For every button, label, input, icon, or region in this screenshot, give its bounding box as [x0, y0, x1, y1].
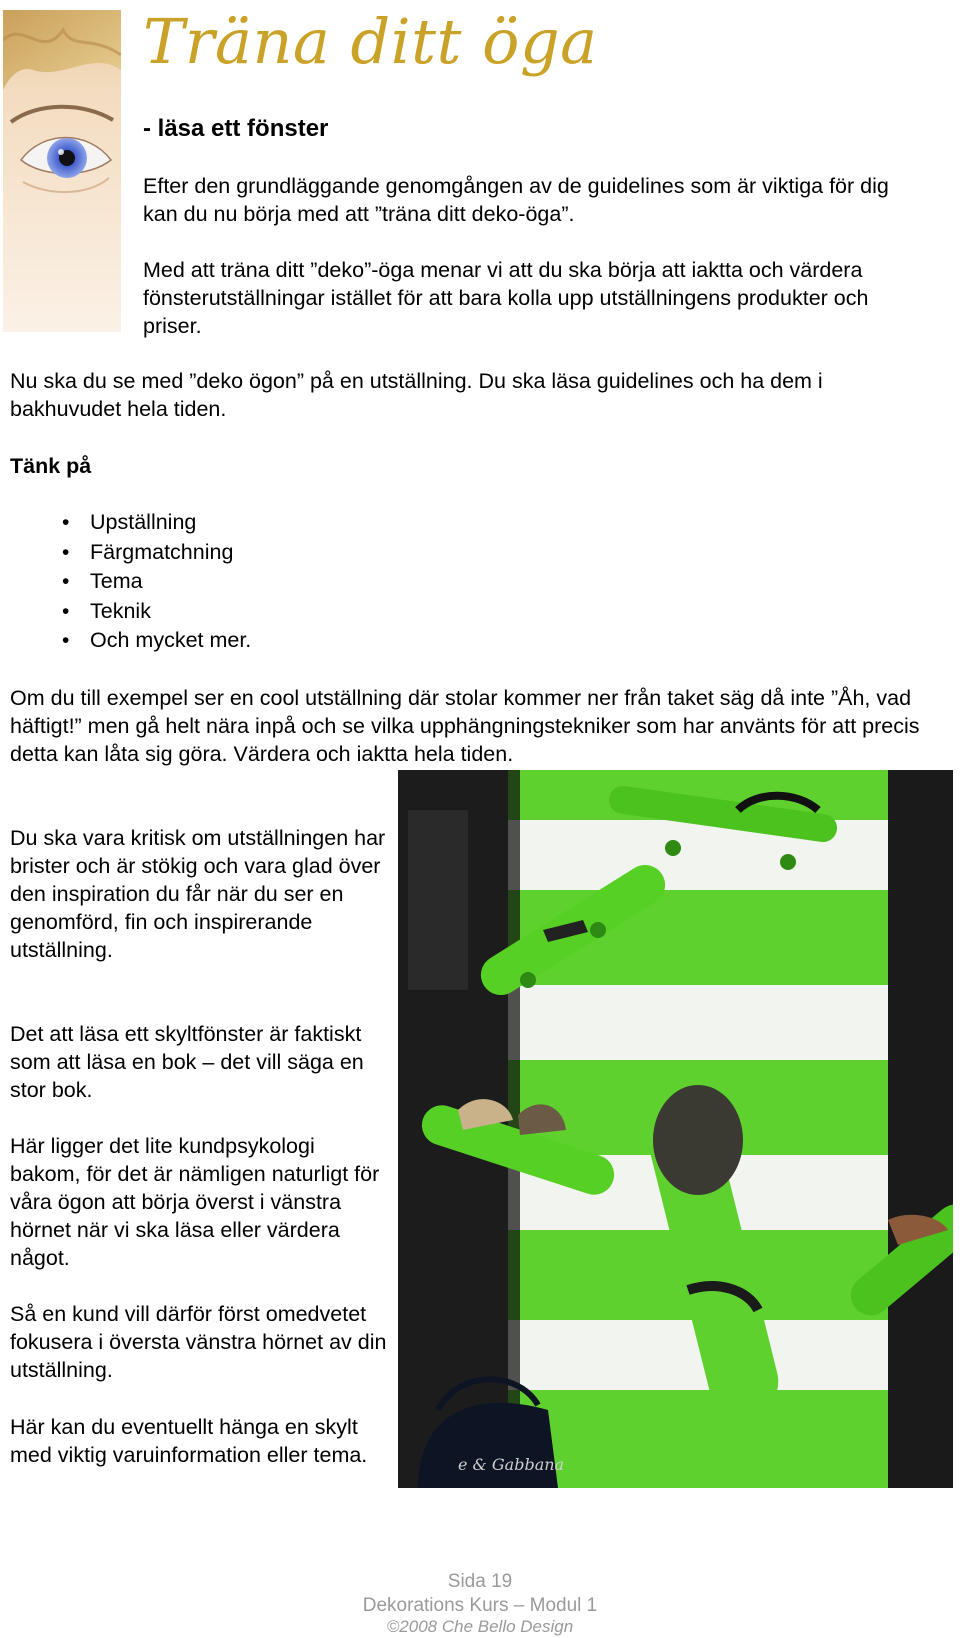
eye-illustration	[3, 10, 121, 332]
intro-paragraph-3: Nu ska du se med ”deko ögon” på en utställning. Du ska läsa guidelines och ha dem i bakhuvudet hela tiden.	[10, 369, 823, 421]
bullet-icon: •	[62, 540, 70, 564]
page-number: Sida 19	[447, 1571, 513, 1592]
book-paragraph: Det att läsa ett skyltfönster är faktiskt som att läsa en bok – det vill säga en stor bok.	[10, 1022, 364, 1102]
intro-paragraph-2: Med att träna ditt ”deko”-öga menar vi att du ska börja att iaktta och värdera fönsterutställningar istället för att bara kolla upp utställningens produkter och priser.	[143, 258, 869, 338]
copyright: ©2008 Che Bello Design	[386, 1617, 574, 1636]
course-name: Dekorations Kurs – Modul 1	[362, 1595, 598, 1616]
customer-paragraph: Så en kund vill därför först omedvetet fokusera i översta vänstra hörnet av din utställning.	[10, 1302, 387, 1382]
page-title: Träna ditt öga	[143, 5, 598, 78]
list-item: • Teknik	[0, 597, 251, 627]
sign-paragraph: Här kan du eventuellt hänga en skylt med viktig varuinformation eller tema.	[10, 1415, 368, 1467]
think-heading: Tänk på	[10, 454, 92, 478]
list-item: • Och mycket mer.	[0, 626, 251, 656]
psychology-paragraph: Här ligger det lite kundpsykologi bakom, för det är nämligen naturligt för våra ögon att börja överst i vänstra hörnet när vi ska läsa eller värdera något.	[10, 1134, 380, 1270]
shop-window-photo	[398, 770, 953, 1488]
svg-text:e & Gabbana: e & Gabbana	[458, 1455, 565, 1474]
bullet-icon: •	[62, 629, 70, 652]
list-item: • Upställning	[0, 508, 251, 538]
example-paragraph: Om du till exempel ser en cool utställning där stolar kommer ner från taket säg då inte ”Åh, vad häftigt!” men gå helt nära inpå och se vilka upphängningstekniker som har använts för att precis detta kan låta sig göra. Värdera och iaktta hela tiden.	[10, 686, 920, 766]
list-item: • Färgmatchning	[0, 538, 251, 568]
subtitle: - läsa ett fönster	[143, 115, 329, 142]
bullet-icon: •	[62, 599, 70, 623]
bullet-icon: •	[62, 570, 70, 593]
bullet-icon: •	[62, 511, 70, 534]
critical-paragraph: Du ska vara kritisk om utställningen har brister och är stökig och vara glad över den inspiration du får när du ser en genomförd, fin och inspirerande utställning.	[10, 826, 386, 962]
list-item: • Tema	[0, 567, 251, 597]
think-list	[0, 508, 251, 656]
intro-paragraph-1: Efter den grundläggande genomgången av de guidelines som är viktiga för dig kan du nu börja med att ”träna ditt deko-öga”.	[143, 174, 889, 226]
